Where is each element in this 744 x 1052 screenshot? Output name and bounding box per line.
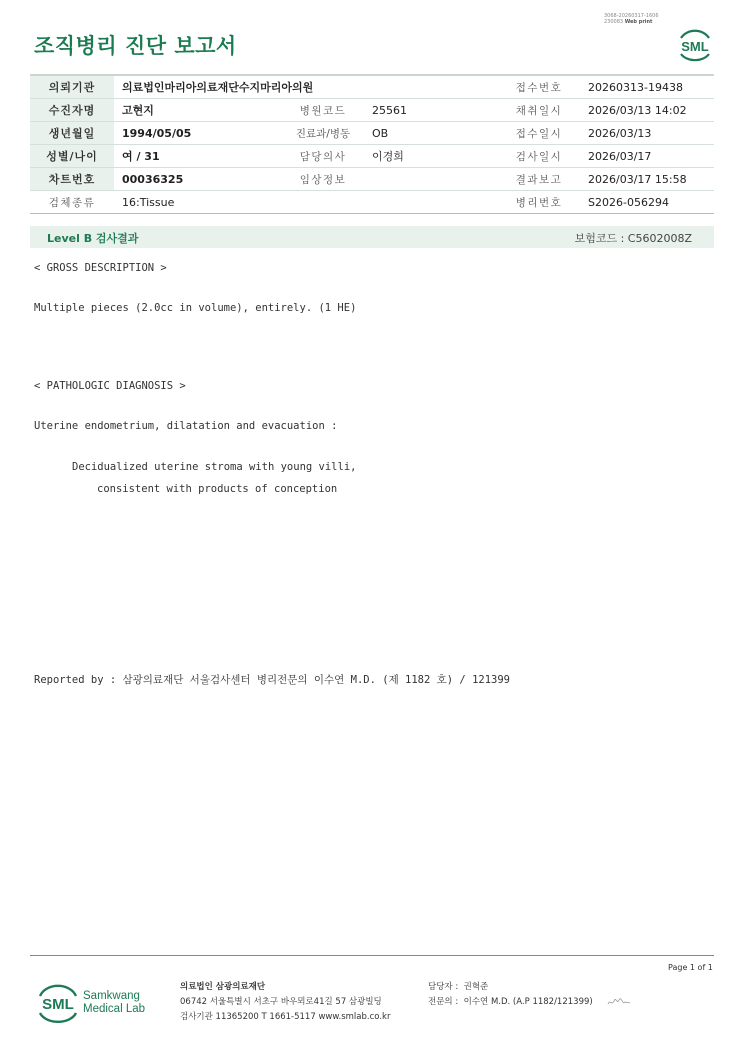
test-date-label: 검사일시 [498, 145, 580, 168]
institution-value: 의료법인마리아의료재단수지마리아의원 [114, 75, 498, 99]
specialist-label: 전문의 : [428, 997, 459, 1007]
table-row [30, 145, 714, 168]
patient-value: 고현지 [114, 99, 282, 122]
diagnosis-heading: < PATHOLOGIC DIAGNOSIS > [34, 380, 186, 392]
print-identifier [604, 13, 659, 25]
hospital-code-label: 병원코드 [282, 99, 364, 122]
doctor-value: 이경희 [364, 145, 498, 168]
path-no-value: S2026-056294 [580, 191, 714, 214]
specimen-label: 검체종류 [30, 191, 114, 214]
diagnosis-line2: consistent with products of conception [97, 483, 338, 495]
sex-age-label: 성별/나이 [30, 145, 114, 168]
table-row [30, 168, 714, 191]
dept-label: 진료과/병동 [282, 122, 364, 145]
receipt-no-value: 20260313-19438 [580, 75, 714, 99]
gross-text: Multiple pieces (2.0cc in volume), entirely. (1 HE) [34, 302, 357, 314]
report-title: 조직병리 진단 보고서 [34, 34, 237, 58]
receipt-no-label: 접수번호 [498, 75, 580, 99]
footer-divider [30, 955, 714, 956]
birth-value: 1994/05/05 [114, 122, 282, 145]
diagnosis-line1: Decidualized uterine stroma with young villi, [72, 461, 357, 473]
specimen-value: 16:Tissue [114, 191, 498, 214]
table-row [30, 99, 714, 122]
print-id-line2: 230083 [604, 19, 624, 25]
receipt-date-value: 2026/03/13 [580, 122, 714, 145]
institution-label: 의뢰기관 [30, 75, 114, 99]
chart-label: 차트번호 [30, 168, 114, 191]
specialist-value: 이수연 M.D. (A.P 1182/121399) [463, 997, 593, 1007]
footer-logo-text: SML [42, 996, 74, 1013]
doctor-label: 담당의사 [282, 145, 364, 168]
level-label: Level B 검사결과 [47, 232, 139, 245]
reported-by: Reported by : 삼광의료재단 서울검사센터 병리전문의 이수연 M.D. (제 1182 호) / 121399 [34, 674, 511, 686]
responsible-persons [428, 980, 631, 1010]
signature-icon [607, 997, 631, 1007]
table-row [30, 122, 714, 145]
chart-value: 00036325 [114, 168, 282, 191]
print-label: Web print [624, 19, 653, 25]
gross-heading: < GROSS DESCRIPTION > [34, 262, 167, 274]
table-row [30, 75, 714, 99]
birth-label: 생년월일 [30, 122, 114, 145]
diagnosis-site: Uterine endometrium, dilatation and evacuation : [34, 420, 338, 432]
org-contact: 검사기관 11365200 T 1661-5117 www.smlab.co.kr [180, 1012, 391, 1022]
clinical-label: 임상정보 [282, 168, 364, 191]
report-date-value: 2026/03/17 15:58 [580, 168, 714, 191]
logo-name-line1: Samkwang [83, 990, 140, 1002]
sml-footer-logo-icon [35, 980, 81, 1026]
hospital-code-value: 25561 [364, 99, 498, 122]
collect-date-label: 채취일시 [498, 99, 580, 122]
dept-value: OB [364, 122, 498, 145]
patient-info-table [30, 74, 714, 214]
sex-age-value: 여 / 31 [114, 145, 282, 168]
sml-logo-icon [675, 26, 715, 64]
logo-name-line2: Medical Lab [83, 1003, 146, 1015]
person-label: 담당자 : [428, 982, 459, 992]
table-row [30, 191, 714, 214]
print-id-line1: 3068-20260317-1606 [604, 13, 659, 19]
org-name: 의료법인 삼광의료재단 [180, 982, 266, 992]
test-date-value: 2026/03/17 [580, 145, 714, 168]
path-no-label: 병리번호 [498, 191, 580, 214]
clinical-value [364, 168, 498, 191]
page-number: Page 1 of 1 [668, 963, 713, 972]
org-address: 06742 서울특별시 서초구 바우뫼로41길 57 삼광빌딩 [180, 997, 382, 1007]
organization-info [180, 980, 390, 1025]
insurance-code: 보험코드 : C5602008Z [574, 232, 692, 245]
collect-date-value: 2026/03/13 14:02 [580, 99, 714, 122]
result-level-bar [30, 226, 714, 248]
report-date-label: 결과보고 [498, 168, 580, 191]
svg-text:SML: SML [681, 39, 709, 54]
patient-label: 수진자명 [30, 99, 114, 122]
samkwang-logo [35, 980, 155, 1026]
person-value: 권혁준 [463, 982, 489, 992]
receipt-date-label: 접수일시 [498, 122, 580, 145]
